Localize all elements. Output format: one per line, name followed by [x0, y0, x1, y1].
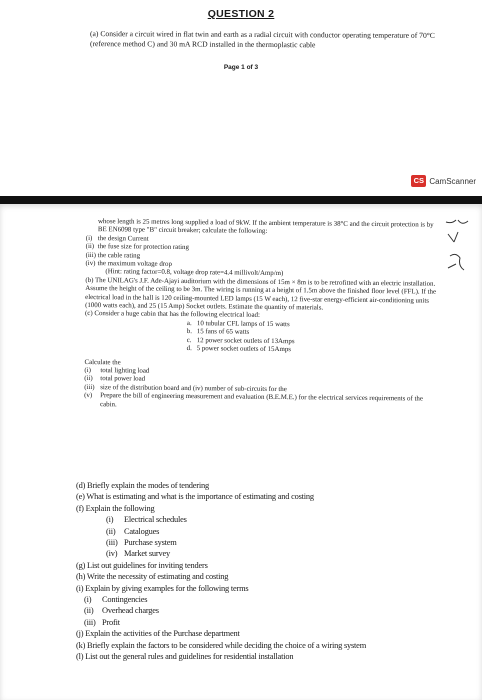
question-text: (e) What is estimating and what is the importance of estimating and costing	[76, 492, 314, 502]
question-title: QUESTION 2	[207, 8, 275, 20]
camscanner-logo-icon: CS	[411, 175, 426, 187]
question-h	[76, 571, 406, 582]
question-d	[76, 480, 406, 491]
question-text: (d) Briefly explain the modes of tendering	[76, 481, 210, 490]
item-text: 12 power socket outlets of 13Amps	[196, 336, 295, 345]
item-text: the cable rating	[97, 251, 141, 260]
page-number: Page 1 of 3	[223, 64, 259, 71]
list-item	[76, 514, 406, 525]
part-b: (b) The UNILAG's J.F. Ade-Ajayi auditorium with the dimensions of 15m × 8m is to be retrofitted with an electric installation. Assume the height of the ceiling to be 3m. The wiring is running at a height of 1.5m above the finished floor level (FFL). If the electrical load in the hall is 120 ceiling-mounted LED lamps (15 W each), 12 five-star energy-efficient air-conditioning units (1000 watts each), and 25 (15 Amp) Socket outlets. Estimate the quantity of materials.	[85, 276, 437, 312]
camscanner-watermark	[411, 175, 476, 187]
question-text: (i) Explain by giving examples for the following terms	[76, 583, 249, 593]
question-f	[76, 503, 406, 514]
item-text: Profit	[102, 617, 120, 627]
item-number: (v)	[84, 392, 93, 400]
question-e	[76, 491, 406, 502]
question-l	[76, 651, 406, 662]
item-text: Market survey	[124, 549, 171, 559]
item-number: (iii)	[84, 617, 96, 627]
item-text: total power load	[100, 375, 146, 383]
item-text: total lighting load	[100, 367, 150, 375]
item-text: 5 power socket outlets of 15Amps	[196, 345, 292, 354]
item-number: a.	[186, 319, 192, 327]
list-item	[76, 526, 406, 537]
typed-questions	[84, 218, 441, 413]
question-text: (k) Briefly explain the factors to be considered while deciding the choice of a wiring system	[76, 640, 367, 650]
item-number: (i)	[106, 515, 114, 525]
part-c: (c) Consider a huge cabin that has the following electrical load:	[84, 310, 260, 320]
question-i	[76, 583, 406, 594]
calculate-label: Calculate the	[84, 358, 121, 366]
scan-page-2	[0, 204, 482, 700]
item-text: the design Current	[97, 234, 149, 243]
question-text: (j) Explain the activities of the Purchase department	[76, 629, 240, 639]
item-text: Contingencies	[102, 595, 148, 605]
item-text: the fuse size for protection rating	[97, 243, 190, 252]
list-item	[76, 605, 406, 616]
list-item	[76, 537, 406, 548]
item-number: (iii)	[106, 538, 118, 548]
item-text: size of the distribution board and (iv) number of sub-circuits for the	[100, 383, 287, 393]
page-divider	[0, 196, 482, 204]
item-text: Overhead charges	[102, 606, 159, 616]
item-number: (iv)	[85, 260, 96, 268]
item-number: (iii)	[84, 383, 95, 391]
list-item	[76, 617, 406, 628]
item-text: Catalogues	[124, 526, 160, 536]
scan-page-1	[0, 0, 482, 196]
item-number: (ii)	[85, 243, 95, 251]
question-text: (h) Write the necessity of estimating and costing	[76, 572, 229, 582]
question-text: (f) Explain the following	[76, 503, 155, 513]
item-text: 15 fans of 65 watts	[196, 328, 250, 336]
question-text: (g) List out guidelines for inviting tenders	[76, 560, 208, 570]
item-number: (iv)	[106, 549, 118, 559]
item-number: (i)	[85, 234, 93, 242]
question-text: (l) List out the general rules and guidelines for residential installation	[76, 652, 294, 662]
item-number: (i)	[84, 595, 92, 605]
item-number: d.	[186, 345, 192, 353]
item-number: b.	[186, 328, 193, 336]
list-item	[76, 594, 406, 605]
item-text: Purchase system	[124, 538, 177, 548]
item-number: (ii)	[84, 375, 93, 383]
part-a-hint: (Hint: rating factor=0.8, voltage drop rate=4.4 millivolt/Amp/m)	[105, 268, 284, 278]
item-number: c.	[186, 336, 192, 344]
question-g	[76, 560, 406, 571]
item-text: Electrical schedules	[124, 515, 187, 525]
list-item	[84, 392, 439, 413]
item-number: (i)	[84, 366, 91, 374]
camscanner-label: CamScanner	[429, 176, 476, 186]
question-j	[76, 628, 406, 639]
handwritten-mark-icon	[440, 218, 474, 278]
item-number: (iii)	[85, 251, 96, 259]
list-item	[76, 548, 406, 559]
item-text: 10 tubular CFL lamps of 15 watts	[196, 320, 290, 329]
item-text: Prepare the bill of engineering measurement and evaluation (B.E.M.E.) for the electrical services requirements of the cabin.	[100, 392, 423, 408]
item-text: the maximum voltage drop	[97, 260, 173, 268]
handwritten-style-questions	[76, 480, 406, 663]
question-k	[76, 640, 406, 651]
question-part-a-intro: (a) Consider a circuit wired in flat twin and earth as a radial circuit with conductor operating temperature of 70°C (reference method C) and 30 mA RCD installed in the thermoplastic cable	[89, 29, 435, 50]
item-number: (ii)	[106, 526, 116, 536]
part-a-continuation: whose length is 25 metres long supplied a load of 9kW. If the ambient temperature is 38°C and the circuit protection is by BE EN6098 type "B" circuit breaker; calculate the following:	[97, 218, 434, 236]
item-number: (ii)	[84, 606, 94, 616]
